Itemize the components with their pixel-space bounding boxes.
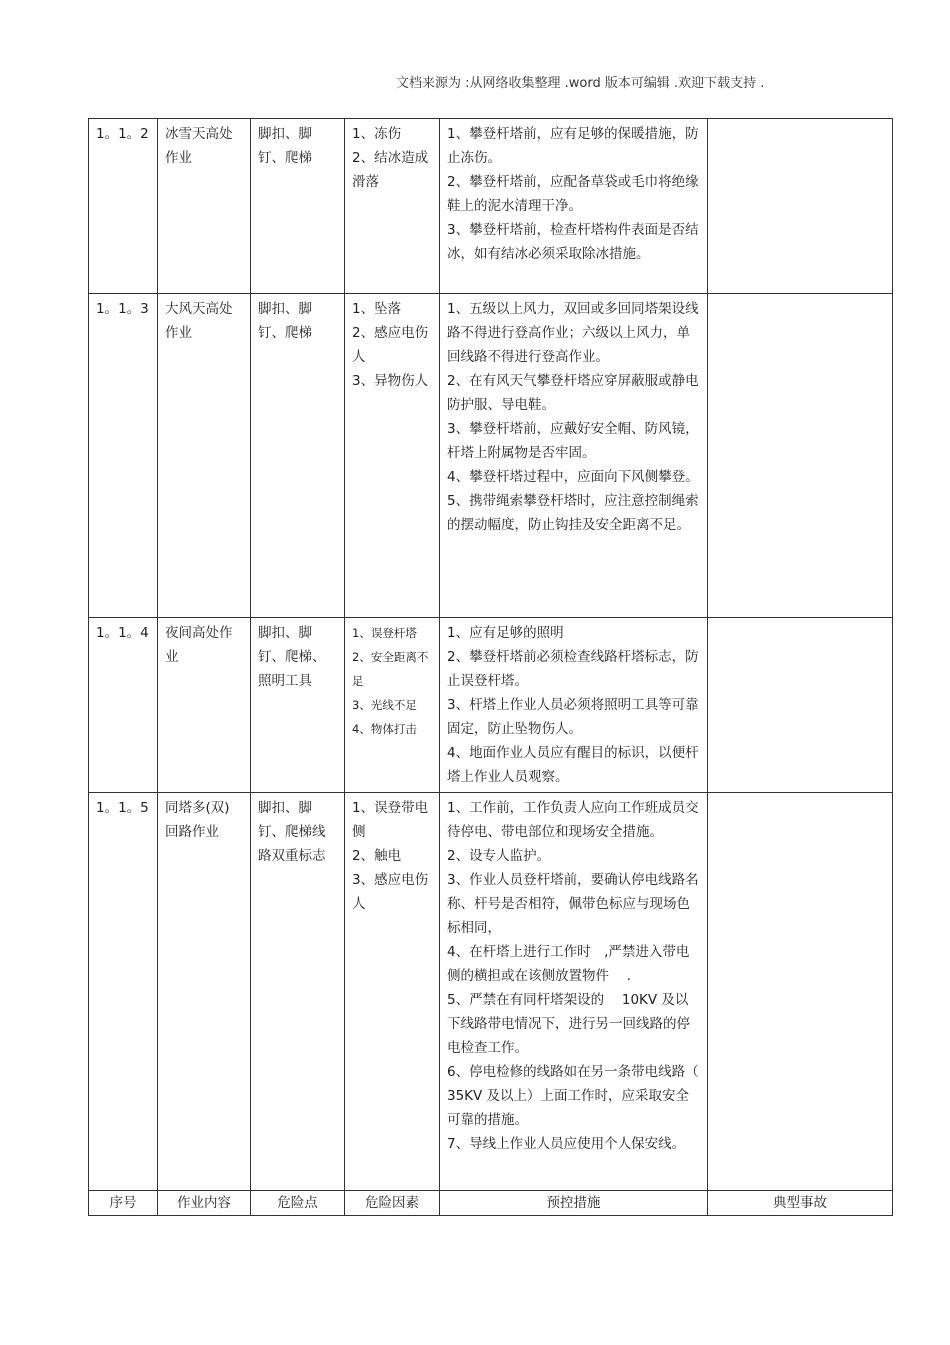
row-factors [345, 294, 440, 618]
row-accident [708, 618, 893, 793]
factor-item: 1、坠落 [352, 301, 402, 317]
factor-item: 3、感应电伤人 [352, 872, 429, 912]
measure-item: 5、携带绳索攀登杆塔时，应注意控制绳索的摆动幅度，防止钩挂及安全距离不足。 [447, 493, 699, 533]
factor-item: 2、感应电伤人 [352, 325, 429, 365]
header-content: 作业内容 [158, 1191, 251, 1216]
row-seq: 1。1。4 [89, 618, 158, 793]
measure-item: 2、攀登杆塔前，应配备草袋或毛巾将绝缘鞋上的泥水清理干净。 [447, 174, 699, 214]
factor-item: 2、安全距离不足 [352, 650, 429, 688]
row-content: 夜间高处作业 [158, 618, 251, 793]
table-row [89, 294, 893, 618]
column-header-row [89, 1191, 893, 1216]
row-accident [708, 793, 893, 1191]
row-danger-point: 脚扣、脚钉、爬梯、照明工具 [251, 618, 345, 793]
row-accident [708, 119, 893, 294]
measure-item: 3、攀登杆塔前，检查杆塔构件表面是否结冰，如有结冰必须采取除冰措施。 [447, 222, 699, 262]
measure-item: 1、攀登杆塔前，应有足够的保暖措施，防止冻伤。 [447, 126, 699, 166]
row-danger-point: 脚扣、脚钉、爬梯 [251, 119, 345, 294]
factor-item: 3、异物伤人 [352, 373, 429, 389]
row-seq: 1。1。3 [89, 294, 158, 618]
measure-item: 5、严禁在有同杆塔架设的 10KV 及以下线路带电情况下，进行另一回线路的停电检查工作。 [447, 992, 690, 1056]
measure-item: 4、地面作业人员应有醒目的标识，以便杆塔上作业人员观察。 [447, 745, 699, 785]
row-measures [440, 294, 708, 618]
header-measures: 预控措施 [440, 1191, 708, 1216]
measure-item: 2、在有风天气攀登杆塔应穿屏蔽服或静电防护服、导电鞋。 [447, 373, 699, 413]
row-danger-point: 脚扣、脚钉、爬梯 [251, 294, 345, 618]
row-content: 大风天高处作业 [158, 294, 251, 618]
measure-item: 1、五级以上风力，双回或多回同塔架设线路不得进行登高作业；六级以上风力，单回线路不得进行登高作业。 [447, 301, 699, 365]
table-row [89, 793, 893, 1191]
factor-item: 1、误登带电侧 [352, 800, 429, 840]
factor-item: 1、误登杆塔 [352, 626, 417, 640]
source-note: 文档来源为 :从网络收集整理 .word 版本可编辑 .欢迎下载支持 . [396, 76, 765, 91]
measure-item: 3、杆塔上作业人员必须将照明工具等可靠固定，防止坠物伤人。 [447, 697, 699, 737]
measure-item: 4、攀登杆塔过程中，应面向下风侧攀登。 [447, 469, 699, 485]
row-content: 同塔多(双)回路作业 [158, 793, 251, 1191]
table-row [89, 618, 893, 793]
row-seq: 1。1。2 [89, 119, 158, 294]
row-accident [708, 294, 893, 618]
measure-item: 2、攀登杆塔前必须检查线路杆塔标志，防止误登杆塔。 [447, 649, 699, 689]
header-accident: 典型事故 [708, 1191, 893, 1216]
row-factors [345, 793, 440, 1191]
factor-item: 2、触电 [352, 848, 402, 864]
header-danger-point: 危险点 [251, 1191, 345, 1216]
measure-item: 3、作业人员登杆塔前，要确认停电线路名称、杆号是否相符，佩带色标应与现场色标相同， [447, 872, 699, 936]
row-factors [345, 618, 440, 793]
row-measures [440, 119, 708, 294]
row-content: 冰雪天高处作业 [158, 119, 251, 294]
risk-control-table [88, 118, 893, 1216]
measure-item: 4、在杆塔上进行工作时 ,严禁进入带电侧的横担或在该侧放置物件 . [447, 944, 690, 984]
measure-item: 7、导线上作业人员应使用个人保安线。 [447, 1136, 686, 1152]
header-factors: 危险因素 [345, 1191, 440, 1216]
factor-item: 2、结冰造成滑落 [352, 150, 429, 190]
row-measures [440, 618, 708, 793]
row-danger-point: 脚扣、脚钉、爬梯线路双重标志 [251, 793, 345, 1191]
row-measures [440, 793, 708, 1191]
row-seq: 1。1。5 [89, 793, 158, 1191]
row-factors [345, 119, 440, 294]
header-seq: 序号 [89, 1191, 158, 1216]
factor-item: 3、光线不足 [352, 698, 417, 712]
table-row [89, 119, 893, 294]
measure-item: 1、应有足够的照明 [447, 625, 564, 641]
measure-item: 1、工作前，工作负责人应向工作班成员交待停电、带电部位和现场安全措施。 2、设专人监护。 [447, 800, 699, 864]
factor-item: 4、物体打击 [352, 722, 417, 736]
measure-item: 3、攀登杆塔前，应戴好安全帽、防风镜，杆塔上附属物是否牢固。 [447, 421, 699, 461]
measure-item: 6、停电检修的线路如在另一条带电线路（ 35KV 及以上）上面工作时，应采取安全可靠的措施。 [447, 1064, 699, 1128]
factor-item: 1、冻伤 [352, 126, 402, 142]
